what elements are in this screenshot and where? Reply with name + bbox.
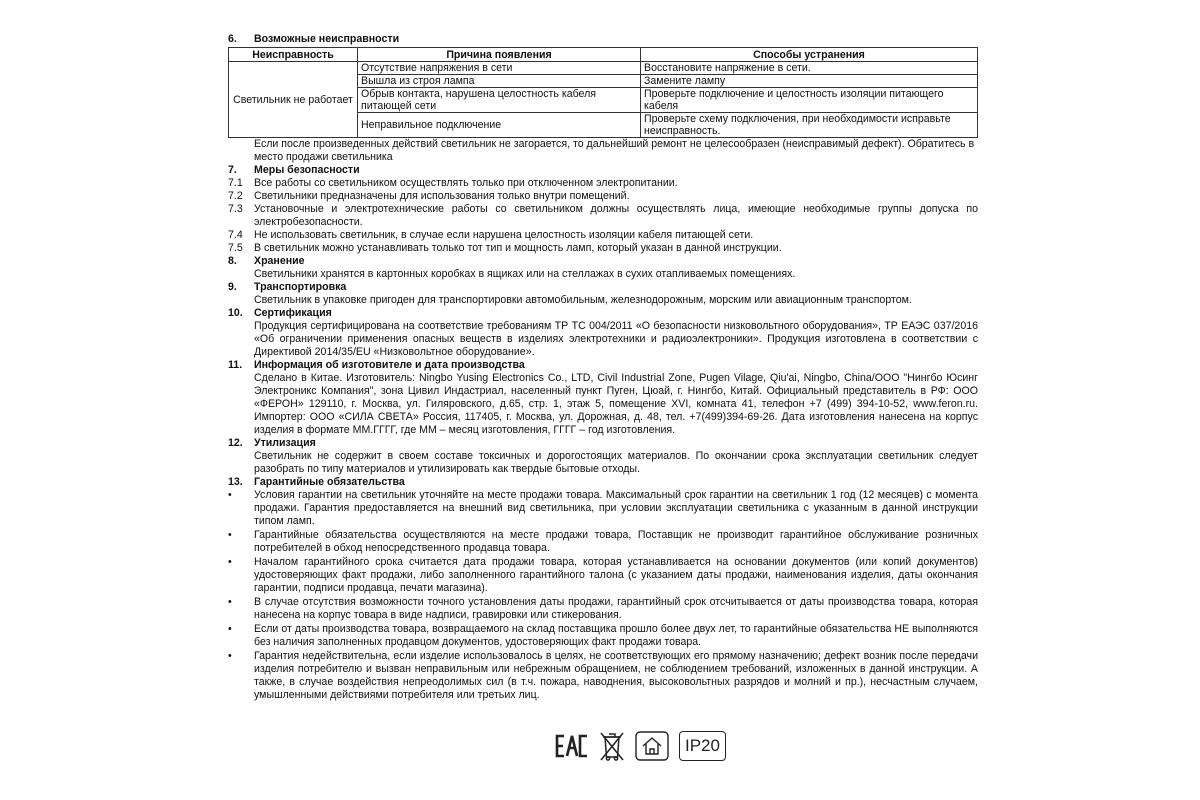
certification-marks bbox=[555, 726, 726, 766]
section-text: Светильники хранятся в картонных коробках в ящиках или на стеллажах в сухих отапливаемых помещениях. bbox=[254, 268, 796, 280]
item-text: В случае отсутствия возможности точного установления даты продажи, гарантийный срок отсчитывается от даты производства товара, которая нанесена на корпус товара в виде надписи, гравировки или стикерования. bbox=[254, 596, 978, 621]
list-item bbox=[228, 650, 978, 702]
item-text: Началом гарантийного срока считается дата продажи товара, которая устанавливается на основании документов (или копий документов) удостоверяющих факт продажи, либо заполненного гарантийного талона (с указанием даты продажи, наименования изделия, даты окончания гарантии, подписи продавца, печати магазина). bbox=[254, 556, 978, 594]
section-7-heading bbox=[228, 164, 978, 177]
section-number: 12. bbox=[228, 437, 243, 449]
section-9-heading bbox=[228, 281, 978, 294]
bullet-icon: • bbox=[228, 650, 232, 662]
section-title: Сертификация bbox=[254, 307, 332, 319]
section-8-heading bbox=[228, 255, 978, 268]
section-11-heading bbox=[228, 359, 978, 372]
item-text: Если от даты производства товара, возвращаемого на склад поставщика прошло более двух лет, то гарантийные обязательства НЕ выполняются без наличия заполненных продавцом документов, удостоверяющих факт продажи товара. bbox=[254, 623, 978, 648]
section-title: Возможные неисправности bbox=[254, 33, 400, 45]
item-number: 7.1 bbox=[228, 177, 243, 189]
section-text: Продукция сертифицирована на соответствие требованиям ТР ТС 004/2011 «О безопасности низковольтного оборудования», ТР ЕАЭС 037/2016 «Об ограничении применения опасных веществ в изделиях электротехники и радиоэлектроники». Продукция изготовлена в соответствии с Директивой 2014/35/EU «Низковольтное оборудование». bbox=[254, 320, 978, 358]
faults-table bbox=[228, 47, 978, 138]
cause-cell: Отсутствие напряжения в сети bbox=[358, 62, 641, 75]
column-header: Причина появления bbox=[358, 48, 641, 62]
fix-cell: Проверьте подключение и целостность изоляции питающего кабеля bbox=[641, 88, 978, 113]
list-item bbox=[228, 556, 978, 595]
section-title: Утилизация bbox=[254, 437, 316, 449]
item-text: Установочные и электротехнические работы со светильником должны осуществлять лица, имеющие необходимые группы допуска по электробезопасности. bbox=[254, 203, 978, 228]
section-title: Меры безопасности bbox=[254, 164, 360, 176]
section-number: 10. bbox=[228, 307, 243, 319]
item-text: Не использовать светильник, в случае если нарушена целостность изоляции кабеля питающей сети. bbox=[254, 229, 754, 241]
item-text: В светильник можно устанавливать только тот тип и мощность ламп, который указан в данной инструкции. bbox=[254, 242, 782, 254]
item-text: Все работы со светильником осуществлять только при отключенном электропитании. bbox=[254, 177, 678, 189]
crossed-bin-icon bbox=[599, 730, 625, 762]
cause-cell: Вышла из строя лампа bbox=[358, 75, 641, 88]
bullet-icon: • bbox=[228, 596, 232, 608]
column-header: Способы устранения bbox=[641, 48, 978, 62]
list-item bbox=[228, 229, 978, 242]
item-number: 7.2 bbox=[228, 190, 243, 202]
list-item bbox=[228, 242, 978, 255]
section-number: 6. bbox=[228, 33, 237, 45]
table-header-row bbox=[229, 48, 978, 62]
item-text: Условия гарантии на светильник уточняйте на месте продажи товара. Максимальный срок гарантии на светильник 1 год (12 месяцев) с момента продажи. Гарантия предоставляется на внешний вид светильника, при условии эксплуатации светильника с указанным в данной инструкции типом ламп. bbox=[254, 489, 978, 527]
bullet-icon: • bbox=[228, 489, 232, 501]
item-number: 7.4 bbox=[228, 229, 243, 241]
section-number: 11. bbox=[228, 359, 243, 371]
section-title: Гарантийные обязательства bbox=[254, 476, 405, 488]
cause-cell: Обрыв контакта, нарушена целостность кабеля питающей сети bbox=[358, 88, 641, 113]
section-number: 7. bbox=[228, 164, 237, 176]
item-text: Светильники предназначены для использования только внутри помещений. bbox=[254, 190, 630, 202]
section-text: Светильник в упаковке пригоден для транспортировки автомобильным, железнодорожным, морским или авиационным транспортом. bbox=[254, 294, 912, 306]
section-title: Транспортировка bbox=[254, 281, 347, 293]
list-item bbox=[228, 489, 978, 528]
section-12-heading bbox=[228, 437, 978, 450]
bullet-icon: • bbox=[228, 623, 232, 635]
list-item bbox=[228, 529, 978, 555]
cause-cell: Неправильное подключение bbox=[358, 113, 641, 138]
section-title: Хранение bbox=[254, 255, 305, 267]
section-number: 9. bbox=[228, 281, 237, 293]
list-item bbox=[228, 190, 978, 203]
column-header: Неисправность bbox=[229, 48, 358, 62]
item-number: 7.3 bbox=[228, 203, 243, 215]
table-row bbox=[229, 62, 978, 75]
section-number: 13. bbox=[228, 476, 243, 488]
eac-mark-icon bbox=[555, 734, 589, 758]
fix-cell: Восстановите напряжение в сети. bbox=[641, 62, 978, 75]
faults-note: Если после произведенных действий светильник не загорается, то дальнейший ремонт не целесообразен (неисправимый дефект). Обратитесь в место продажи светильника bbox=[254, 138, 975, 163]
fix-cell: Замените лампу bbox=[641, 75, 978, 88]
list-item bbox=[228, 596, 978, 622]
bullet-icon: • bbox=[228, 529, 232, 541]
list-item bbox=[228, 203, 978, 229]
section-title: Информация об изготовителе и дата производства bbox=[254, 359, 525, 371]
list-item bbox=[228, 623, 978, 649]
section-13-heading bbox=[228, 476, 978, 489]
list-item bbox=[228, 177, 978, 190]
section-10-heading bbox=[228, 307, 978, 320]
item-text: Гарантийные обязательства осуществляются на месте продажи товара, Поставщик не производит гарантийное обслуживание розничных потребителей в обход непосредственного продавца товара. bbox=[254, 529, 978, 554]
section-text: Светильник не содержит в своем составе токсичных и дорогостоящих материалов. По окончании срока эксплуатации светильник следует разобрать по типу материалов и утилизировать как твердые бытовые отходы. bbox=[254, 450, 978, 475]
item-number: 7.5 bbox=[228, 242, 243, 254]
indoor-use-icon bbox=[635, 731, 669, 761]
item-text: Гарантия недействительна, если изделие использовалось в целях, не соответствующих его прямому назначению; дефект возник после передачи изделия потребителю и вызван неправильным или небрежным обращением, не соблюдением требований, изложенных в данной инструкции. А также, в случае воздействия непреодолимых сил (в т.ч. пожара, наводнения, высоковольтных разрядов и молний и пр.), несчастным случаем, умышленными действиями потребителя или третьих лиц. bbox=[254, 650, 978, 701]
fault-cell: Светильник не работает bbox=[229, 62, 358, 138]
section-6-heading bbox=[228, 33, 978, 46]
section-text: Сделано в Китае. Изготовитель: Ningbo Yusing Electronics Co., LTD, Civil Industrial Zone, Pugen Vilage, Qiu'ai, Ningbo, China/ООО "Нингбо Юсинг Электроникс Компания", зона Цивил Индастриал, населенный пункт Пуген, Цюай, г. Нингбо, Китай. Официальный представитель в РФ: ООО «ФЕРОН» 129110, г. Москва, ул. Гиляровского, д.65, стр. 1, этаж 5, помещение XVI, комната 41, телефон +7 (499) 394-10-52, www.feron.ru. Импортер: ООО «СИЛА СВЕТА» Россия, 117405, г. Москва, ул. Дорожная, д. 48, тел. +7(499)394-69-26. Дата изготовления нанесена на корпус изделия в формате ММ.ГГГГ, где ММ – месяц изготовления, ГГГГ – год изготовления. bbox=[254, 372, 978, 436]
bullet-icon: • bbox=[228, 556, 232, 568]
ip20-rating-badge: IP20 bbox=[679, 731, 726, 761]
section-number: 8. bbox=[228, 255, 237, 267]
fix-cell: Проверьте схему подключения, при необходимости исправьте неисправность. bbox=[641, 113, 978, 138]
manual-page bbox=[228, 33, 978, 702]
